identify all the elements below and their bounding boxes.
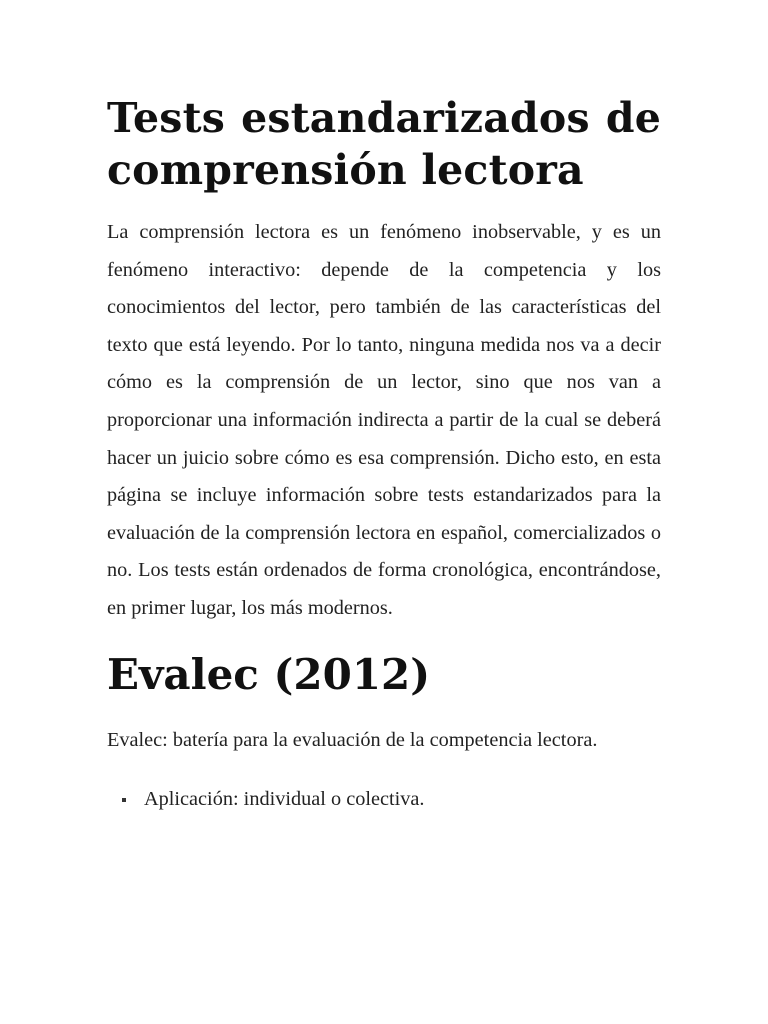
intro-paragraph: La comprensión lectora es un fenómeno inobservable, y es un fenómeno interactivo: depende de la competencia y los conocimientos del lector, pero también de las características del texto que está leyendo. Por lo tanto, ninguna medida nos va a decir cómo es la comprensión de un lector, sino que nos van a proporcionar una información indirecta a partir de la cual se deberá hacer un juicio sobre cómo es esa comprensión. Dicho esto, en esta página se incluye información sobre tests estandarizados para la evaluación de la comprensión lectora en español, comercializados o no. Los tests están ordenados de forma cronológica, encontrándose, en primer lugar, los más modernos. xyxy=(107,221,661,619)
bullet-list xyxy=(107,781,661,819)
page-title: Tests estandarizados de comprensión lectora xyxy=(107,94,661,194)
section-description: Evalec: batería para la evaluación de la competencia lectora. xyxy=(107,728,598,751)
document-page xyxy=(107,92,661,819)
section-heading-evalec: Evalec (2012) xyxy=(107,649,431,699)
list-item-text: Aplicación: individual o colectiva. xyxy=(144,788,425,811)
bullet-marker xyxy=(122,798,126,802)
list-item xyxy=(107,781,661,819)
